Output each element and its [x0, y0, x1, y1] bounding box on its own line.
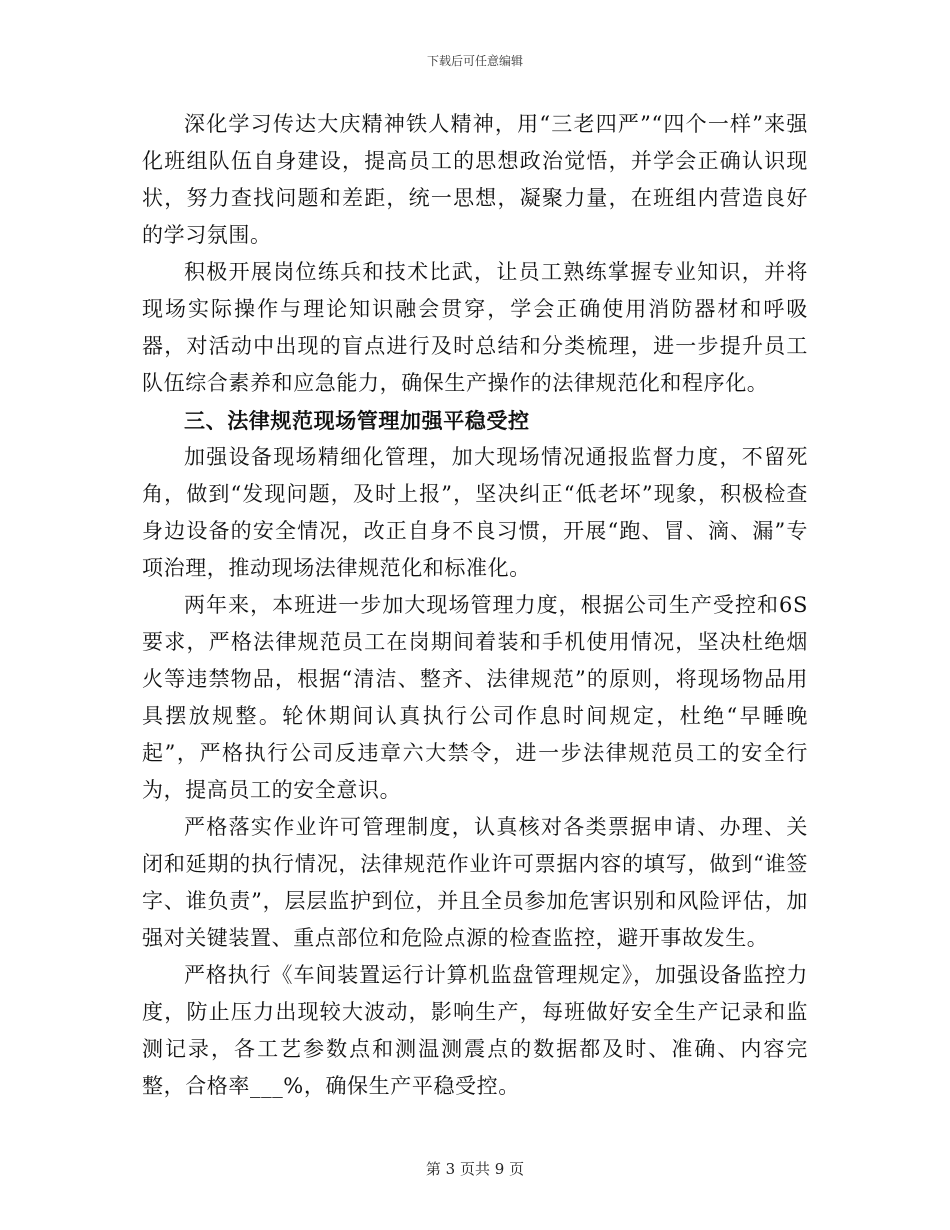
section-heading-3: 三、法律规范现场管理加强平稳受控 [184, 408, 530, 433]
paragraph-monitoring: 严格执行《车间装置运行计算机监盘管理规定》，加强设备监控力度，防止压力出现较大波动，影响生产，每班做好安全生产记录和监测记录，各工艺参数点和测温测震点的数据都及时、准确、内容完整，合格率___%，确保生产平稳受控。 [142, 963, 808, 1098]
page-header: 下载后可任意编辑 [426, 54, 523, 68]
paragraph-work-permit: 严格落实作业许可管理制度，认真核对各类票据申请、办理、关闭和延期的执行情况，法律规范作业许可票据内容的填写，做到“谁签字、谁负责”，层层监护到位，并且全员参加危害识别和风险评估，加强对关键装置、重点部位和危险点源的检查监控，避开事故发生。 [142, 815, 808, 950]
paragraph-site-management: 两年来，本班进一步加大现场管理力度，根据公司生产受控和6S要求，严格法律规范员工在岗期间着装和手机使用情况，坚决杜绝烟火等违禁物品，根据“清洁、整齐、法律规范”的原则，将现场物品用具摆放规整。轮休期间认真执行公司作息时间规定，杜绝“早睡晚起”，严格执行公司反违章六大禁令，进一步法律规范员工的安全行为，提高员工的安全意识。 [142, 593, 808, 802]
paragraph-equipment-management: 加强设备现场精细化管理，加大现场情况通报监督力度，不留死角，做到“发现问题，及时上报”，坚决纠正“低老坏”现象，积极检查身边设备的安全情况，改正自身不良习惯，开展“跑、冒、滴、漏”专项治理，推动现场法律规范化和标准化。 [142, 445, 808, 580]
paragraph-skill-training: 积极开展岗位练兵和技术比武，让员工熟练掌握专业知识，并将现场实际操作与理论知识融会贯穿，学会正确使用消防器材和呼吸器，对活动中出现的盲点进行及时总结和分类梳理，进一步提升员工队伍综合素养和应急能力，确保生产操作的法律规范化和程序化。 [142, 260, 808, 395]
page-number: 第 3 页共 9 页 [425, 1160, 525, 1178]
paragraph-study-spirit: 深化学习传达大庆精神铁人精神，用“三老四严”“四个一样”来强化班组队伍自身建设，提高员工的思想政治觉悟，并学会正确认识现状，努力查找问题和差距，统一思想，凝聚力量，在班组内营造良好的学习氛围。 [142, 112, 808, 247]
document-body [142, 106, 808, 1105]
